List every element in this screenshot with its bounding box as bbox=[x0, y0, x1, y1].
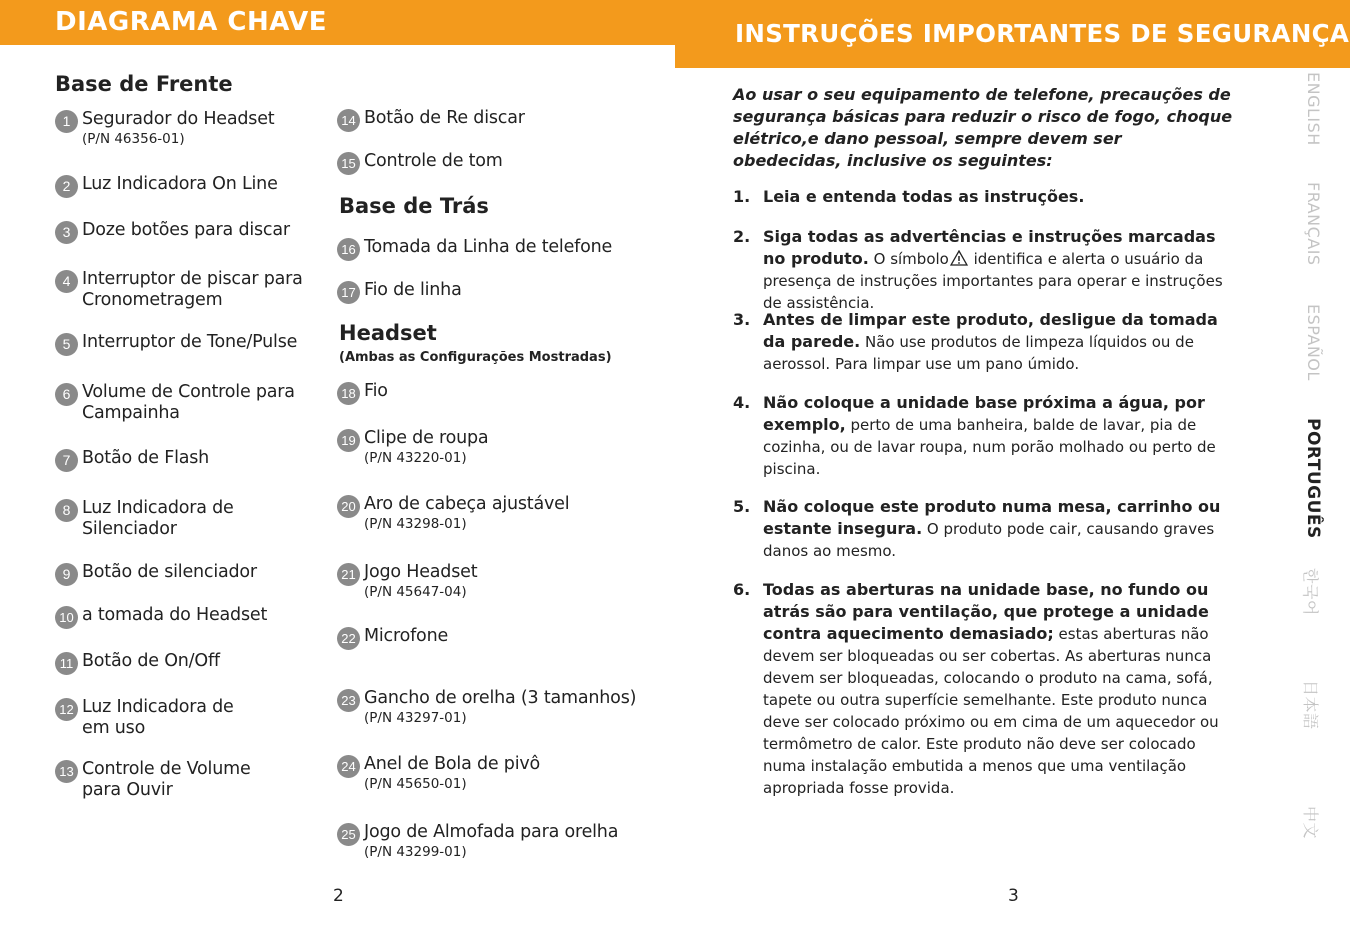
item-label: Botão de silenciador bbox=[82, 562, 257, 582]
item-number-badge: 1 bbox=[55, 110, 78, 133]
item-label: Botão de Re discar bbox=[364, 108, 525, 128]
section-title-back: Base de Trás bbox=[339, 194, 489, 218]
right-header-bar bbox=[675, 0, 1350, 68]
item-label: Jogo de Almofada para orelha bbox=[364, 822, 619, 842]
rule-number: 1. bbox=[733, 187, 751, 206]
item-label: Luz Indicadora On Line bbox=[82, 174, 278, 194]
item-label: Volume de Controle para Campainha bbox=[82, 382, 295, 423]
item-number-badge: 9 bbox=[55, 563, 78, 586]
item-label: Jogo Headset bbox=[364, 562, 478, 582]
page-number-right: 3 bbox=[1008, 886, 1019, 906]
language-tab[interactable]: ESPAÑOL bbox=[1304, 304, 1323, 381]
warning-triangle-icon bbox=[950, 250, 968, 266]
safety-rule bbox=[733, 496, 1243, 562]
item-label: Segurador do Headset bbox=[82, 109, 275, 129]
safety-rule bbox=[733, 186, 1243, 208]
item-number-badge: 20 bbox=[337, 495, 360, 518]
item-label: Fio bbox=[364, 381, 388, 401]
item-number-badge: 6 bbox=[55, 383, 78, 406]
item-number-badge: 13 bbox=[55, 760, 78, 783]
item-label: Botão de On/Off bbox=[82, 651, 220, 671]
item-number-badge: 2 bbox=[55, 175, 78, 198]
item-number-badge: 11 bbox=[55, 652, 78, 675]
language-tab[interactable]: 한국어 bbox=[1301, 568, 1320, 616]
item-number-badge: 12 bbox=[55, 698, 78, 721]
item-number-badge: 14 bbox=[337, 109, 360, 132]
language-tab[interactable]: ENGLISH bbox=[1304, 72, 1323, 146]
item-number-badge: 5 bbox=[55, 333, 78, 356]
item-number-badge: 17 bbox=[337, 281, 360, 304]
item-part-number: (P/N 43298-01) bbox=[364, 516, 467, 532]
left-header-title: DIAGRAMA CHAVE bbox=[55, 7, 327, 37]
item-label: Luz Indicadora de Silenciador bbox=[82, 498, 234, 539]
item-number-badge: 25 bbox=[337, 823, 360, 846]
item-label: Aro de cabeça ajustável bbox=[364, 494, 570, 514]
item-part-number: (P/N 43220-01) bbox=[364, 450, 467, 466]
item-number-badge: 16 bbox=[337, 238, 360, 261]
item-label: Clipe de roupa bbox=[364, 428, 489, 448]
item-number-badge: 10 bbox=[55, 606, 78, 629]
item-part-number: (P/N 45647-04) bbox=[364, 584, 467, 600]
section-title-headset: Headset bbox=[339, 321, 437, 345]
page-number-left: 2 bbox=[333, 886, 344, 906]
item-label: Microfone bbox=[364, 626, 449, 646]
item-part-number: (P/N 43299-01) bbox=[364, 844, 467, 860]
language-tab[interactable]: PORTUGUÊS bbox=[1303, 418, 1323, 539]
item-label: Tomada da Linha de telefone bbox=[364, 237, 613, 257]
item-number-badge: 4 bbox=[55, 270, 78, 293]
safety-rule bbox=[733, 579, 1243, 799]
safety-intro: Ao usar o seu equipamento de telefone, precauções de segurança básicas para reduzir o risco de fogo, choque elétrico,e dano pessoal, sempre devem ser obedecidas, inclusive os seguintes: bbox=[733, 85, 1233, 170]
section-subtitle-headset: (Ambas as Configurações Mostradas) bbox=[339, 350, 612, 365]
item-label: Doze botões para discar bbox=[82, 220, 290, 240]
rule-text: Siga todas as advertências e instruções marcadas no produto. O símbolo identifica e alerta o usuário da presença de instruções importantes para operar e instruções de assistência. bbox=[763, 227, 1223, 312]
item-label: Anel de Bola de pivô bbox=[364, 754, 541, 774]
item-part-number: (P/N 46356-01) bbox=[82, 131, 185, 147]
left-header-bar bbox=[0, 0, 675, 45]
right-page bbox=[675, 0, 1350, 938]
item-number-badge: 23 bbox=[337, 689, 360, 712]
item-number-badge: 15 bbox=[337, 152, 360, 175]
rule-number: 5. bbox=[733, 497, 751, 516]
item-number-badge: 19 bbox=[337, 429, 360, 452]
item-number-badge: 22 bbox=[337, 627, 360, 650]
item-label: Luz Indicadora de em uso bbox=[82, 697, 234, 738]
rule-number: 3. bbox=[733, 310, 751, 329]
rule-number: 4. bbox=[733, 393, 751, 412]
safety-rule bbox=[733, 392, 1243, 480]
right-header-title: INSTRUÇÕES IMPORTANTES DE SEGURANÇA bbox=[735, 19, 1350, 48]
rule-text: Não coloque este produto numa mesa, carrinho ou estante insegura. O produto pode cair, causando graves danos ao mesmo. bbox=[763, 497, 1221, 560]
item-label: Fio de linha bbox=[364, 280, 462, 300]
rule-text: Todas as aberturas na unidade base, no fundo ou atrás são para ventilação, que protege a unidade contra aquecimento demasiado; estas aberturas não devem ser bloqueadas ou ser cobertas. As aberturas nunca devem ser bloqueadas, colocando o produto na cama, sofá, tapete ou outra superfície semelhante. Este produto nunca deve ser colocado próximo ou em cima de um aquecedor ou termômetro de calor. Este produto não deve ser colocado numa instalação embutida a menos que uma ventilação apropriada fosse provida. bbox=[763, 580, 1219, 797]
language-tabs bbox=[1295, 68, 1335, 868]
item-label: Controle de Volume para Ouvir bbox=[82, 759, 251, 800]
rule-text: Leia e entenda todas as instruções. bbox=[763, 187, 1085, 206]
rule-text: Antes de limpar este produto, desligue da tomada da parede. Não use produtos de limpeza líquidos ou de aerossol. Para limpar use um pano úmido. bbox=[763, 310, 1218, 373]
item-number-badge: 24 bbox=[337, 755, 360, 778]
rule-number: 6. bbox=[733, 580, 751, 599]
item-number-badge: 18 bbox=[337, 382, 360, 405]
safety-rule bbox=[733, 226, 1243, 314]
safety-rule bbox=[733, 309, 1243, 375]
item-part-number: (P/N 45650-01) bbox=[364, 776, 467, 792]
item-label: Botão de Flash bbox=[82, 448, 210, 468]
item-number-badge: 21 bbox=[337, 563, 360, 586]
item-number-badge: 7 bbox=[55, 449, 78, 472]
item-label: Gancho de orelha (3 tamanhos) bbox=[364, 688, 637, 708]
rule-number: 2. bbox=[733, 227, 751, 246]
rule-text: Não coloque a unidade base próxima a água, por exemplo, perto de uma banheira, balde de lavar, pia de cozinha, ou de lavar roupa, num porão molhado ou perto de piscina. bbox=[763, 393, 1216, 478]
language-tab[interactable]: FRANÇAIS bbox=[1304, 182, 1323, 266]
item-part-number: (P/N 43297-01) bbox=[364, 710, 467, 726]
item-number-badge: 3 bbox=[55, 221, 78, 244]
language-tab[interactable]: 中文 bbox=[1301, 806, 1320, 840]
item-label: a tomada do Headset bbox=[82, 605, 268, 625]
item-label: Interruptor de Tone/Pulse bbox=[82, 332, 298, 352]
item-number-badge: 8 bbox=[55, 499, 78, 522]
section-title-front: Base de Frente bbox=[55, 72, 233, 96]
item-label: Interruptor de piscar para Cronometragem bbox=[82, 269, 303, 310]
item-label: Controle de tom bbox=[364, 151, 503, 171]
language-tab[interactable]: 日本語 bbox=[1301, 680, 1320, 730]
